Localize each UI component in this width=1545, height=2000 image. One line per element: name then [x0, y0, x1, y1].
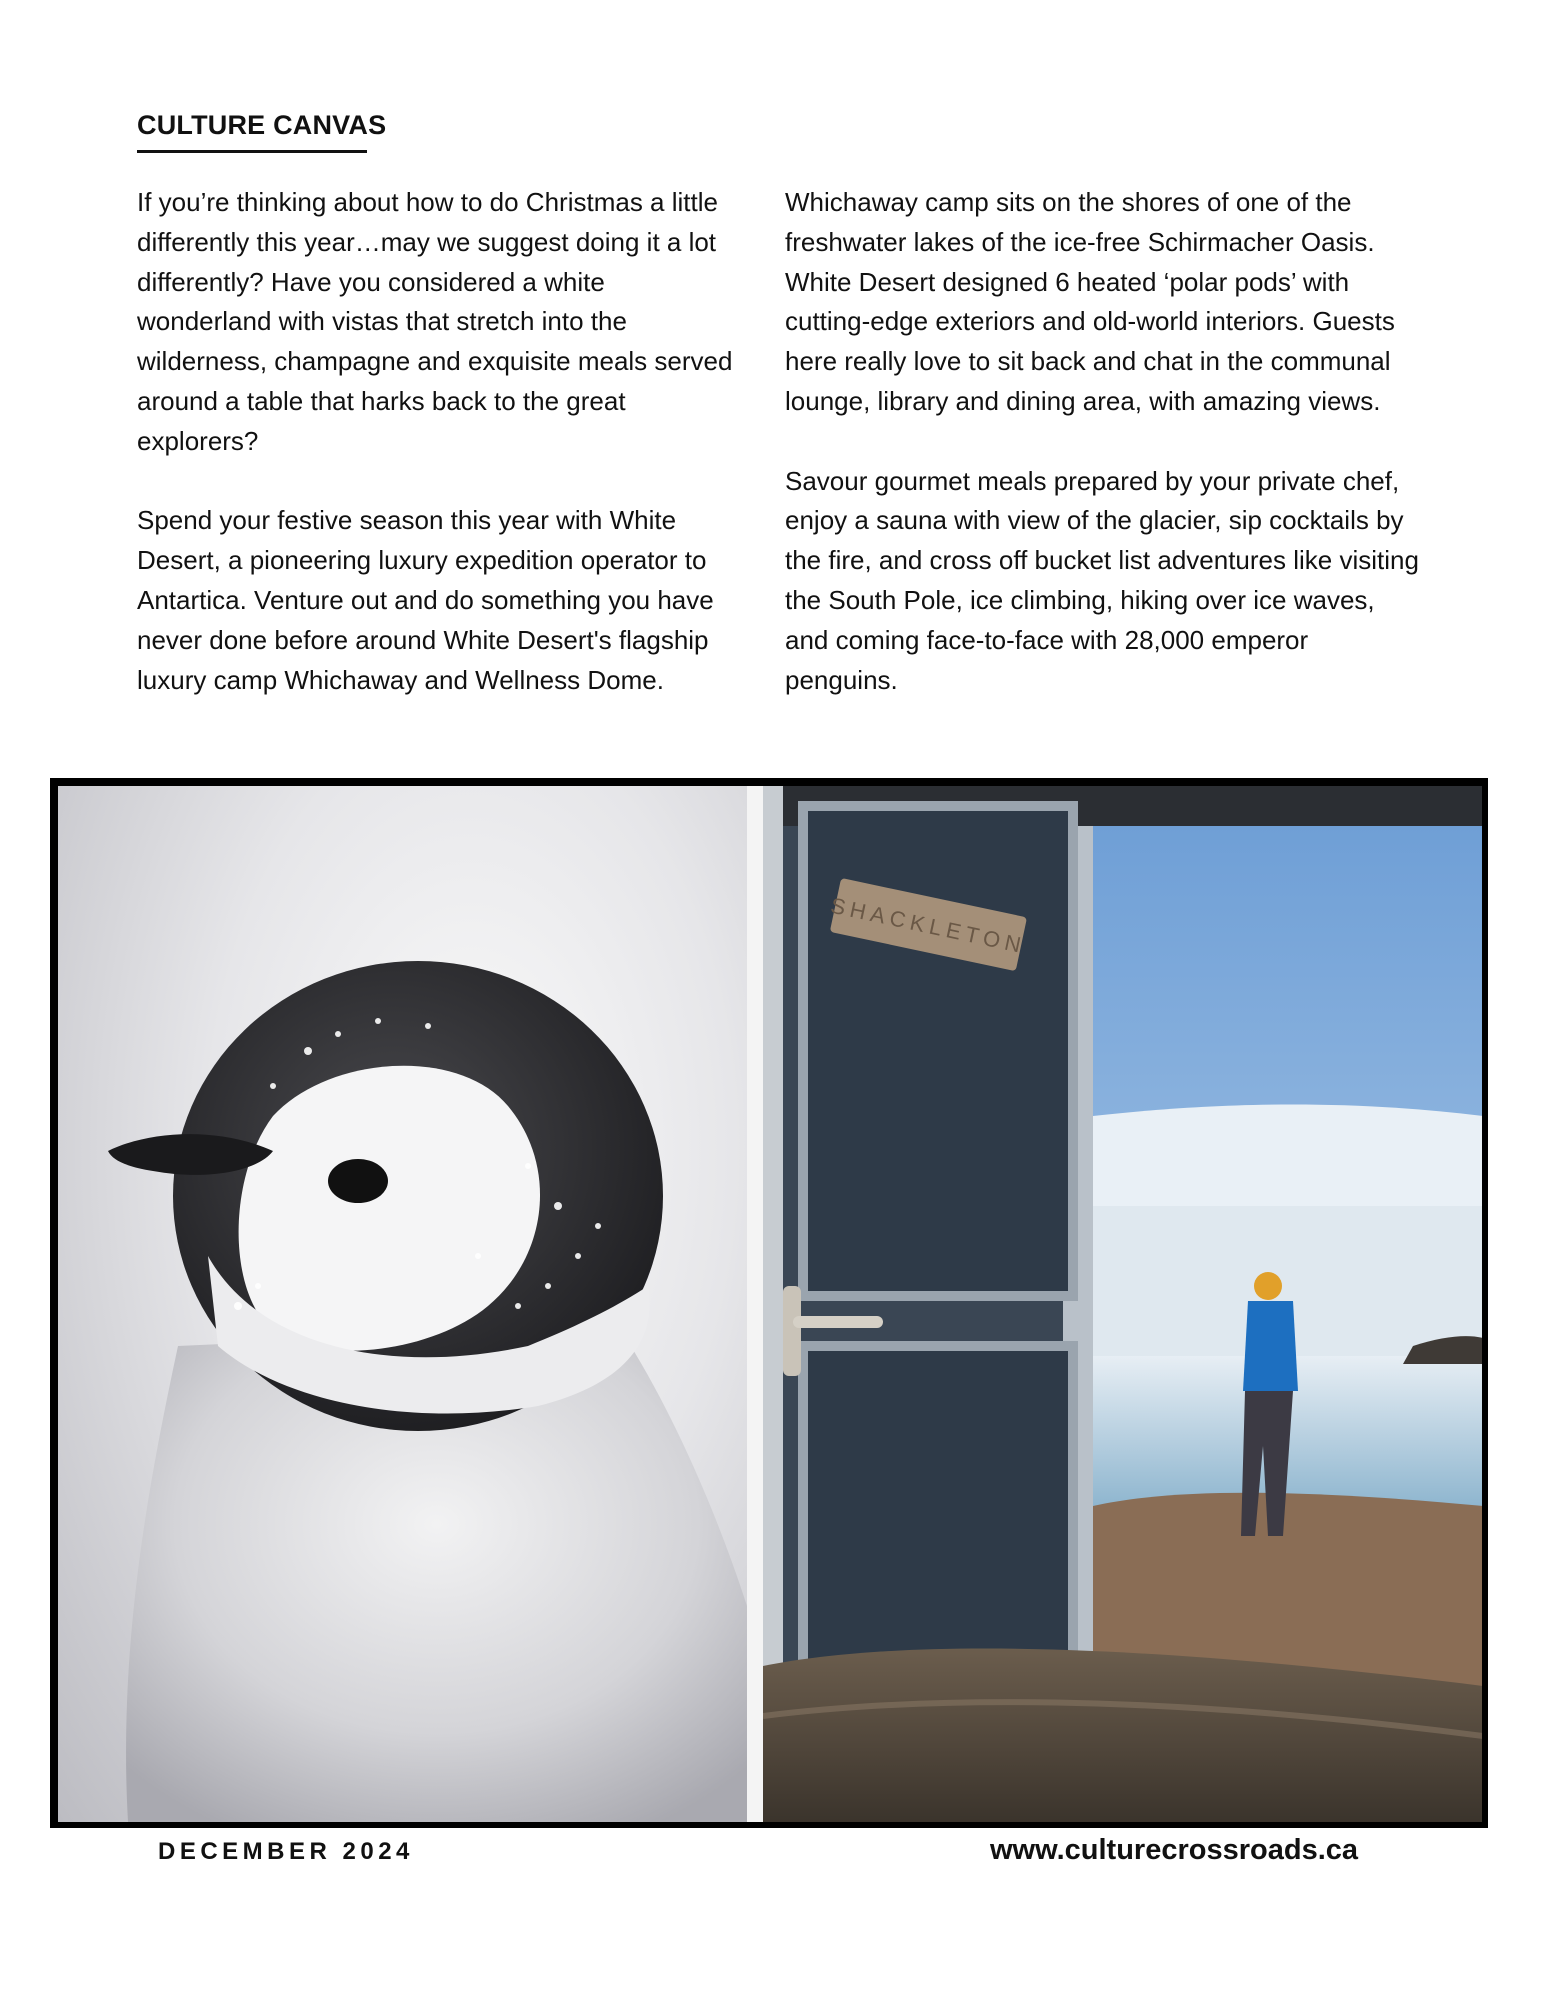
footer-website-url[interactable]: www.culturecrossroads.ca: [990, 1834, 1359, 1866]
door-sign-text: SHACKLETON: [828, 892, 1029, 959]
section-title: CULTURE CANVAS: [137, 110, 387, 140]
right-text-column: [785, 183, 1425, 740]
photo-divider: [747, 786, 763, 1822]
footer-issue-date: DECEMBER 2024: [158, 1838, 414, 1865]
title-underline: [137, 150, 367, 153]
right-paragraph-1: Whichaway camp sits on the shores of one of the freshwater lakes of the ice-free Schirmacher Oasis. White Desert designed 6 heated ‘polar pods’ with cutting-edge exteriors and old-world interiors. Guests here really love to sit back and chat in the communal lounge, library and dining area, with amazing views.: [785, 187, 1395, 416]
shackleton-door-photo: [763, 786, 1483, 1822]
left-text-column: [137, 183, 737, 740]
left-paragraph-1: If you’re thinking about how to do Christmas a little differently this year…may we suggest doing it a lot differently? Have you considered a white wonderland with vistas that stretch into the wilderness, champagne and exquisite meals served around a table that harks back to the great explorers?: [137, 187, 733, 456]
penguin-chick-photo: [58, 786, 747, 1822]
door-view-illustration: [763, 786, 1483, 1822]
penguin-chick-illustration: [58, 786, 747, 1822]
photo-spread: [50, 778, 1488, 1828]
left-paragraph-2: Spend your festive season this year with White Desert, a pioneering luxury expedition operator to Antartica. Venture out and do something you have never done before around White Desert's flagship luxury camp Whichaway and Wellness Dome.: [137, 505, 714, 695]
right-paragraph-2: Savour gourmet meals prepared by your private chef, enjoy a sauna with view of the glacier, sip cocktails by the fire, and cross off bucket list adventures like visiting the South Pole, ice climbing, hiking over ice waves, and coming face-to-face with 28,000 emperor penguins.: [785, 465, 1419, 695]
